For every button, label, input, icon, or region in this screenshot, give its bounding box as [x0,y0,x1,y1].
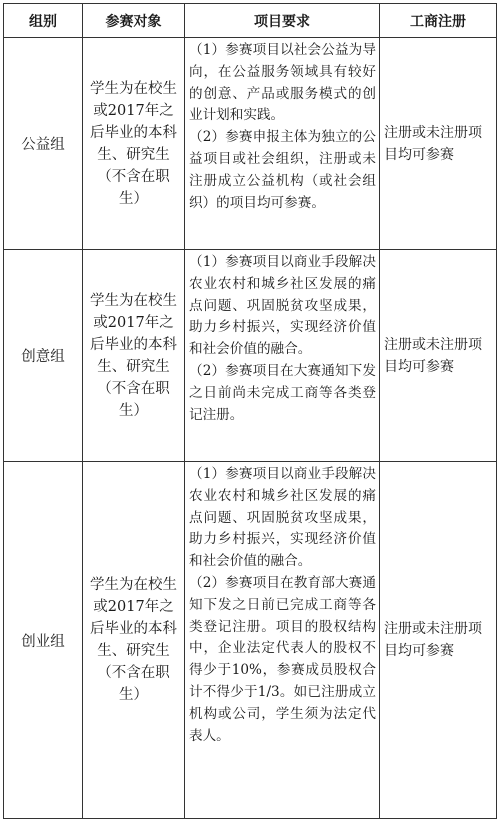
group-cell: 公益组 [4,38,83,250]
requirement-item: （1）参赛项目以商业手段解决农业农村和城乡社区发展的痛点问题、巩固脱贫攻坚成果，助力乡村振兴，实现经济价值和社会价值的融合。 [189,466,376,570]
header-registration: 工商注册 [380,4,497,38]
requirement-item: （1）参赛项目以社会公益为导向，在公益服务领域具有较好的创意、产品或服务模式的创业计划和实践。 [189,42,376,124]
registration-cell: 注册或未注册项目均可参赛 [380,38,497,250]
target-cell: 学生为在校生或2017年之后毕业的本科生、研究生（不含在职生） [83,250,185,462]
target-cell: 学生为在校生或2017年之后毕业的本科生、研究生（不含在职生） [83,462,185,819]
registration-cell: 注册或未注册项目均可参赛 [380,462,497,819]
header-requirements: 项目要求 [185,4,380,38]
header-target: 参赛对象 [83,4,185,38]
competition-groups-table [3,3,497,819]
group-cell: 创意组 [4,250,83,462]
requirements-cell [185,462,380,819]
requirement-item: （2）参赛项目在大赛通知下发之日前尚未完成工商等各类登记注册。 [189,362,376,423]
target-cell: 学生为在校生或2017年之后毕业的本科生、研究生（不含在职生） [83,38,185,250]
requirement-item: （1）参赛项目以商业手段解决农业农村和城乡社区发展的痛点问题、巩固脱贫攻坚成果，助力乡村振兴，实现经济价值和社会价值的融合。 [189,254,376,358]
requirement-item: （2）参赛项目在教育部大赛通知下发之日前已完成工商等各类登记注册。项目的股权结构中，企业法定代表人的股权不得少于10%，参赛成员股权合计不得少于1/3。如已注册成立机构或公司，学生须为法定代表人。 [189,574,376,744]
requirement-item: （2）参赛申报主体为独立的公益项目或社会组织，注册或未注册成立公益机构（或社会组织）的项目均可参赛。 [189,129,376,211]
table-row [4,38,497,250]
requirements-cell [185,38,380,250]
table-row [4,250,497,462]
table-header-row [4,4,497,38]
registration-cell: 注册或未注册项目均可参赛 [380,250,497,462]
group-cell: 创业组 [4,462,83,819]
table-row [4,462,497,819]
requirements-cell [185,250,380,462]
header-group: 组别 [4,4,83,38]
